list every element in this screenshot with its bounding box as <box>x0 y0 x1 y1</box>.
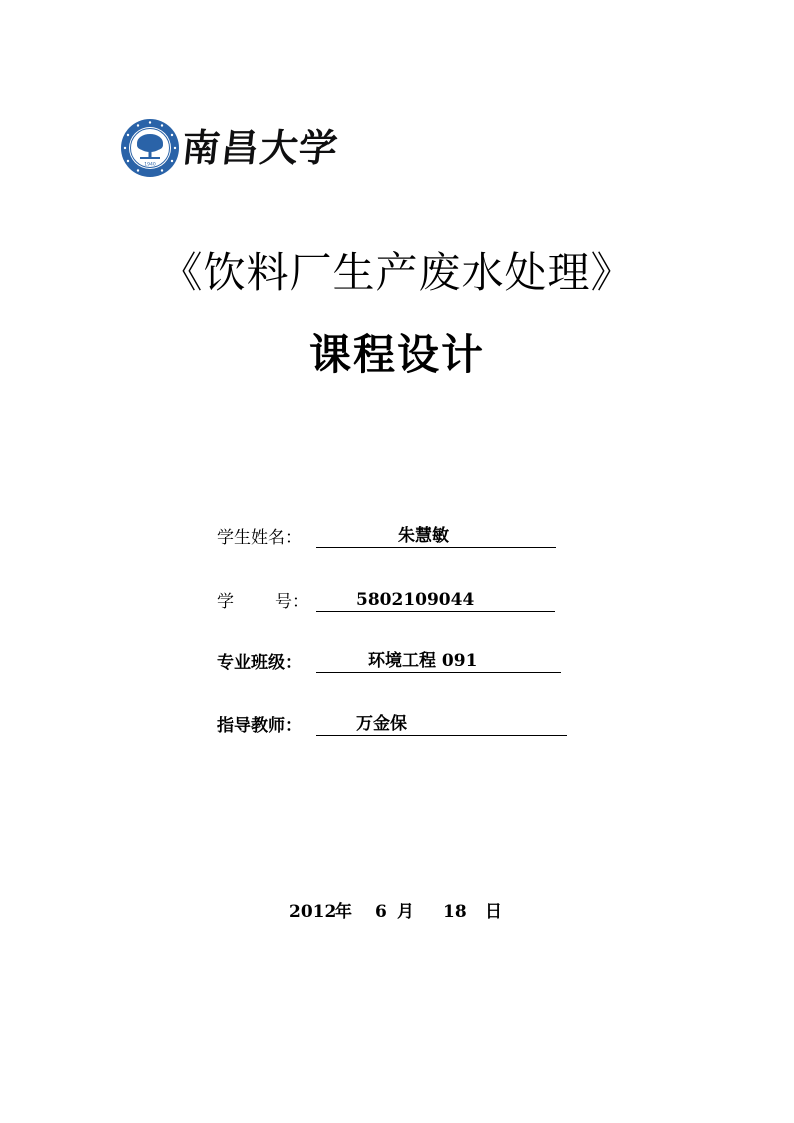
date-month: 6 <box>375 902 387 922</box>
class-value: 环境工程 091 <box>368 651 478 671</box>
date-year-unit: 年 <box>335 902 352 922</box>
class-field <box>316 650 561 673</box>
report-title: 《饮料厂生产废水处理》 <box>160 248 634 297</box>
student-id-label-char1: 学 <box>217 592 234 612</box>
advisor-label: 指导教师： <box>217 716 302 736</box>
class-label: 专业班级： <box>217 653 302 673</box>
date-month-unit: 月 <box>397 902 414 922</box>
student-id-label-char2: 号： <box>275 592 309 612</box>
class-row <box>217 650 577 676</box>
student-id-field <box>316 589 555 612</box>
date-day: 18 <box>443 902 467 922</box>
date-day-unit: 日 <box>485 902 502 922</box>
date-year: 2012 <box>289 902 337 922</box>
university-logo <box>120 118 340 182</box>
advisor-value: 万金保 <box>356 714 407 734</box>
report-subtitle: 课程设计 <box>308 330 485 379</box>
student-name-value: 朱慧敏 <box>398 526 449 546</box>
advisor-row <box>217 713 577 739</box>
advisor-field <box>316 713 567 736</box>
student-id-row <box>217 589 577 615</box>
student-name-field <box>316 525 556 548</box>
svg-text:1940: 1940 <box>144 162 156 168</box>
university-seal-icon <box>120 118 180 178</box>
student-id-value: 5802109044 <box>356 590 475 610</box>
student-name-label: 学生姓名： <box>217 528 302 548</box>
student-name-row <box>217 525 577 551</box>
university-name: 南昌大学 <box>179 126 341 170</box>
